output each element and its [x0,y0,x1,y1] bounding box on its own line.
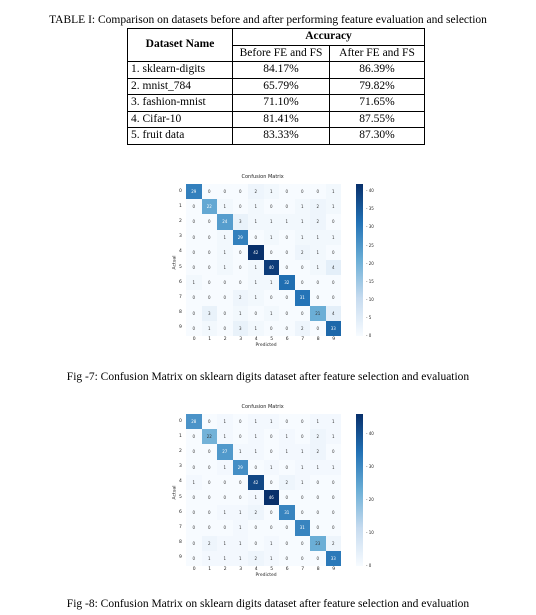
matrix-cell: 0 [264,290,280,305]
colorbar [356,184,363,336]
dataset-name: 5. fruit data [128,128,233,145]
x-tick-label: 6 [285,337,289,342]
matrix-cell: 0 [264,429,280,444]
matrix-cell: 0 [279,414,295,429]
table-row [128,128,425,145]
y-tick-label: 4 [179,249,182,255]
matrix-cell: 0 [217,275,233,290]
colorbar-tick-label: - 40 [366,430,374,436]
matrix-cell: 29 [233,460,249,475]
matrix-cell: 0 [202,444,218,459]
x-axis-label: Predicted [255,573,277,578]
accuracy-after: 71.65% [330,95,425,112]
header-after: After FE and FS [330,45,425,62]
y-tick-label: 9 [179,555,182,561]
matrix-cell: 1 [217,536,233,551]
matrix-cell: 0 [295,536,311,551]
matrix-cell: 0 [279,245,295,260]
matrix-cell: 46 [264,490,280,505]
matrix-cell: 0 [295,505,311,520]
matrix-cell: 4 [326,306,342,321]
matrix-cell: 23 [310,536,326,551]
chart-title: Confusion Matrix [241,404,284,410]
accuracy-before: 65.79% [233,78,330,95]
matrix-cell: 0 [264,520,280,535]
x-tick-label: 5 [270,337,274,342]
matrix-cell: 2 [295,245,311,260]
matrix-cell: 0 [310,490,326,505]
matrix-cell: 4 [326,260,342,275]
table-caption: TABLE I: Comparison on datasets before and after performing feature evaluation and selection [49,14,487,26]
header-dataset: Dataset Name [128,29,233,62]
y-tick-label: 7 [179,295,182,300]
y-tick-label: 5 [179,264,182,270]
matrix-cell: 0 [310,275,326,290]
matrix-cell: 1 [279,214,295,229]
colorbar-tick-label: - 10 [366,296,374,302]
matrix-cell: 1 [264,306,280,321]
matrix-cell: 0 [217,520,233,535]
matrix-cell: 0 [202,260,218,275]
matrix-cell: 1 [279,429,295,444]
x-tick-label: 8 [316,337,320,342]
matrix-cell: 28 [186,414,202,429]
matrix-cell: 29 [233,230,249,245]
y-tick-label: 6 [179,509,182,515]
matrix-cell: 2 [248,551,264,566]
matrix-cell: 2 [248,184,264,199]
y-tick-label: 5 [179,494,182,500]
confusion-matrix-2 [168,402,398,592]
x-tick-label: 2 [223,567,227,572]
matrix-cell: 1 [326,429,342,444]
colorbar-tick-label: - 35 [366,206,374,212]
matrix-cell: 1 [295,475,311,490]
matrix-cell: 1 [248,429,264,444]
matrix-cell: 33 [326,551,342,566]
matrix-cell: 2 [310,444,326,459]
x-axis-label: Predicted [255,343,277,348]
matrix-cell: 0 [279,551,295,566]
matrix-cell: 0 [264,199,280,214]
matrix-cell: 0 [233,275,249,290]
matrix-cell: 1 [295,444,311,459]
matrix-cell: 0 [186,306,202,321]
matrix-cell: 0 [202,184,218,199]
matrix-cell: 1 [326,184,342,199]
matrix-cell: 0 [295,551,311,566]
matrix-cell: 2 [233,290,249,305]
matrix-cell: 0 [186,260,202,275]
matrix-cell: 0 [248,230,264,245]
matrix-cell: 0 [217,184,233,199]
x-tick-label: 4 [254,337,258,342]
x-tick-label: 3 [239,567,243,572]
matrix-cell: 0 [217,321,233,336]
matrix-cell: 0 [186,551,202,566]
matrix-cell: 27 [217,444,233,459]
matrix-cell: 1 [264,536,280,551]
matrix-cell: 0 [217,475,233,490]
accuracy-after: 87.55% [330,111,425,128]
dataset-name: 3. fashion-mnist [128,95,233,112]
matrix-cell: 1 [326,414,342,429]
x-tick-label: 9 [332,567,336,572]
matrix-cell: 2 [310,214,326,229]
matrix-cell: 0 [202,214,218,229]
matrix-cell: 0 [202,460,218,475]
matrix-cell: 0 [279,199,295,214]
matrix-cell: 0 [202,505,218,520]
colorbar-tick-label: - 0 [366,563,372,568]
matrix-cell: 31 [295,290,311,305]
matrix-cell: 0 [217,306,233,321]
matrix-cell: 1 [233,306,249,321]
y-tick-label: 2 [179,219,182,224]
y-tick-label: 8 [179,540,182,546]
x-tick-label: 1 [208,567,212,572]
matrix-cell: 2 [248,505,264,520]
matrix-cell: 1 [326,199,342,214]
y-tick-label: 2 [179,449,182,454]
x-tick-label: 8 [316,567,320,572]
dataset-name: 1. sklearn-digits [128,62,233,79]
matrix-cell: 0 [279,460,295,475]
matrix-cell: 0 [279,536,295,551]
matrix-cell: 1 [217,460,233,475]
matrix-cell: 0 [295,414,311,429]
matrix-cell: 2 [279,475,295,490]
matrix-cell: 1 [248,260,264,275]
table-row [128,62,425,79]
matrix-cell: 42 [248,475,264,490]
matrix-cell: 0 [233,199,249,214]
matrix-cell: 22 [202,429,218,444]
colorbar-tick-label: - 30 [366,463,374,469]
accuracy-before: 81.41% [233,111,330,128]
matrix-cell: 1 [295,214,311,229]
matrix-cell: 1 [233,444,249,459]
matrix-cell: 1 [264,230,280,245]
matrix-cell: 22 [202,199,218,214]
matrix-cell: 1 [217,551,233,566]
matrix-cell: 0 [186,460,202,475]
matrix-cell: 0 [295,429,311,444]
matrix-cell: 0 [326,475,342,490]
matrix-cell: 1 [233,520,249,535]
matrix-cell: 0 [202,275,218,290]
figure-8-caption: Fig -8: Confusion Matrix on sklearn digits dataset after feature selection and evaluation [66,598,470,610]
matrix-cell: 0 [233,429,249,444]
x-tick-label: 9 [332,337,336,342]
matrix-cell: 0 [186,536,202,551]
matrix-cell: 1 [295,230,311,245]
matrix-cell: 1 [248,444,264,459]
matrix-cell: 0 [233,260,249,275]
matrix-cell: 1 [217,199,233,214]
matrix-cell: 0 [310,520,326,535]
matrix-cell: 1 [186,475,202,490]
matrix-cell: 1 [248,275,264,290]
matrix-cell: 0 [233,184,249,199]
matrix-cell: 0 [186,429,202,444]
matrix-cell: 0 [186,245,202,260]
matrix-cell: 1 [217,230,233,245]
matrix-cell: 0 [264,321,280,336]
matrix-cell: 1 [233,505,249,520]
matrix-cell: 2 [295,321,311,336]
matrix-cell: 0 [186,505,202,520]
matrix-cell: 2 [310,199,326,214]
accuracy-after: 79.82% [330,78,425,95]
y-tick-label: 3 [179,464,182,470]
matrix-cell: 0 [217,490,233,505]
matrix-cell: 1 [233,551,249,566]
matrix-cell: 0 [310,551,326,566]
matrix-cell: 0 [186,321,202,336]
matrix-cell: 1 [310,260,326,275]
x-tick-label: 3 [239,337,243,342]
x-tick-label: 2 [223,337,227,342]
matrix-cell: 0 [202,414,218,429]
matrix-cell: 0 [279,321,295,336]
y-tick-label: 9 [179,325,182,331]
matrix-cell: 0 [326,290,342,305]
matrix-cell: 0 [186,214,202,229]
matrix-cell: 3 [233,321,249,336]
matrix-cell: 2 [202,536,218,551]
y-tick-label: 1 [179,433,182,439]
y-axis-label: Actual [172,485,178,500]
y-tick-label: 4 [179,479,182,485]
matrix-cell: 0 [279,306,295,321]
matrix-cell: 1 [264,214,280,229]
matrix-cell: 0 [310,505,326,520]
y-tick-label: 3 [179,234,182,240]
matrix-cell: 1 [202,321,218,336]
matrix-cell: 1 [233,536,249,551]
y-axis-label: Actual [172,255,178,270]
matrix-cell: 0 [202,490,218,505]
matrix-cell: 1 [217,414,233,429]
matrix-cell: 0 [310,321,326,336]
matrix-cell: 0 [264,505,280,520]
matrix-cell: 0 [186,444,202,459]
matrix-cell: 0 [295,184,311,199]
matrix-cell: 1 [202,551,218,566]
matrix-cell: 31 [279,505,295,520]
x-tick-label: 0 [192,567,196,572]
accuracy-before: 83.33% [233,128,330,145]
y-tick-label: 0 [179,418,182,424]
matrix-cell: 31 [295,520,311,535]
matrix-cell: 33 [326,321,342,336]
colorbar [356,414,363,566]
matrix-cell: 1 [310,245,326,260]
matrix-cell: 0 [310,184,326,199]
matrix-cell: 24 [217,214,233,229]
accuracy-before: 84.17% [233,62,330,79]
matrix-cell: 0 [202,230,218,245]
matrix-cell: 0 [202,245,218,260]
matrix-cell: 0 [326,275,342,290]
matrix-cell: 1 [217,429,233,444]
matrix-cell: 40 [264,260,280,275]
matrix-cell: 0 [264,475,280,490]
matrix-cell: 0 [186,199,202,214]
matrix-cell: 1 [248,490,264,505]
accuracy-after: 87.30% [330,128,425,145]
matrix-cell: 1 [217,260,233,275]
matrix-cell: 0 [310,290,326,305]
colorbar-tick-label: - 20 [366,260,374,266]
matrix-cell: 0 [233,414,249,429]
matrix-cell: 1 [326,460,342,475]
chart-title: Confusion Matrix [241,174,284,180]
y-tick-label: 6 [179,279,182,285]
matrix-cell: 0 [295,260,311,275]
matrix-cell: 1 [279,444,295,459]
y-tick-label: 0 [179,188,182,194]
x-tick-label: 4 [254,567,258,572]
matrix-cell: 21 [310,306,326,321]
colorbar-tick-label: - 20 [366,496,374,502]
y-tick-label: 1 [179,203,182,209]
matrix-cell: 0 [326,490,342,505]
matrix-cell: 1 [248,214,264,229]
matrix-cell: 1 [326,230,342,245]
matrix-cell: 1 [264,551,280,566]
accuracy-table [127,28,425,145]
confusion-matrix-1 [168,172,398,362]
matrix-cell: 3 [202,306,218,321]
colorbar-tick-label: - 15 [366,278,374,284]
matrix-cell: 0 [279,290,295,305]
matrix-cell: 0 [202,290,218,305]
matrix-cell: 42 [248,245,264,260]
matrix-cell: 2 [310,429,326,444]
header-accuracy: Accuracy [233,29,425,46]
matrix-cell: 0 [264,245,280,260]
accuracy-after: 86.39% [330,62,425,79]
matrix-cell: 1 [310,460,326,475]
table-row [128,78,425,95]
matrix-cell: 0 [279,260,295,275]
y-tick-label: 7 [179,525,182,530]
matrix-cell: 0 [279,184,295,199]
matrix-cell: 1 [310,414,326,429]
matrix-cell: 1 [217,505,233,520]
colorbar-tick-label: - 25 [366,242,374,248]
colorbar-tick-label: - 40 [366,188,374,194]
matrix-cell: 1 [295,460,311,475]
colorbar-tick-label: - 30 [366,224,374,230]
matrix-cell: 1 [217,245,233,260]
matrix-cell: 0 [186,230,202,245]
matrix-cell: 0 [202,475,218,490]
matrix-cell: 0 [248,536,264,551]
matrix-cell: 1 [310,230,326,245]
x-tick-label: 7 [301,567,305,572]
matrix-cell: 1 [248,199,264,214]
matrix-cell: 0 [233,475,249,490]
matrix-cell: 0 [310,475,326,490]
matrix-cell: 1 [264,460,280,475]
matrix-cell: 1 [295,199,311,214]
header-before: Before FE and FS [233,45,330,62]
y-tick-label: 8 [179,310,182,316]
matrix-cell: 0 [279,520,295,535]
matrix-cell: 1 [264,275,280,290]
matrix-cell: 0 [202,520,218,535]
matrix-cell: 1 [248,414,264,429]
matrix-cell: 0 [186,290,202,305]
colorbar-tick-label: - 0 [366,333,372,338]
matrix-cell: 29 [186,184,202,199]
matrix-cell: 0 [233,245,249,260]
x-tick-label: 1 [208,337,212,342]
matrix-cell: 0 [186,490,202,505]
matrix-cell: 0 [264,444,280,459]
x-tick-label: 0 [192,337,196,342]
matrix-cell: 0 [248,306,264,321]
matrix-cell: 0 [326,520,342,535]
matrix-cell: 1 [186,275,202,290]
matrix-cell: 1 [248,290,264,305]
matrix-cell: 0 [326,245,342,260]
matrix-cell: 0 [295,490,311,505]
x-tick-label: 7 [301,337,305,342]
matrix-cell: 2 [326,536,342,551]
table-row [128,111,425,128]
matrix-cell: 0 [326,444,342,459]
matrix-cell: 32 [279,275,295,290]
figure-7-caption: Fig -7: Confusion Matrix on sklearn digits dataset after feature selection and evaluation [66,371,470,383]
dataset-name: 4. Cifar-10 [128,111,233,128]
matrix-cell: 1 [248,321,264,336]
matrix-cell: 0 [186,520,202,535]
accuracy-before: 71.10% [233,95,330,112]
matrix-cell: 0 [326,214,342,229]
matrix-cell: 1 [264,414,280,429]
dataset-name: 2. mnist_784 [128,78,233,95]
matrix-cell: 3 [233,214,249,229]
colorbar-tick-label: - 5 [366,314,372,320]
matrix-cell: 0 [233,490,249,505]
x-tick-label: 5 [270,567,274,572]
matrix-cell: 1 [264,184,280,199]
matrix-cell: 0 [248,520,264,535]
matrix-cell: 0 [217,290,233,305]
table-row [128,95,425,112]
matrix-cell: 0 [279,230,295,245]
x-tick-label: 6 [285,567,289,572]
colorbar-tick-label: - 10 [366,529,374,535]
matrix-cell: 0 [248,460,264,475]
matrix-cell: 0 [295,306,311,321]
matrix-cell: 0 [295,275,311,290]
matrix-cell: 0 [279,490,295,505]
matrix-cell: 0 [326,505,342,520]
